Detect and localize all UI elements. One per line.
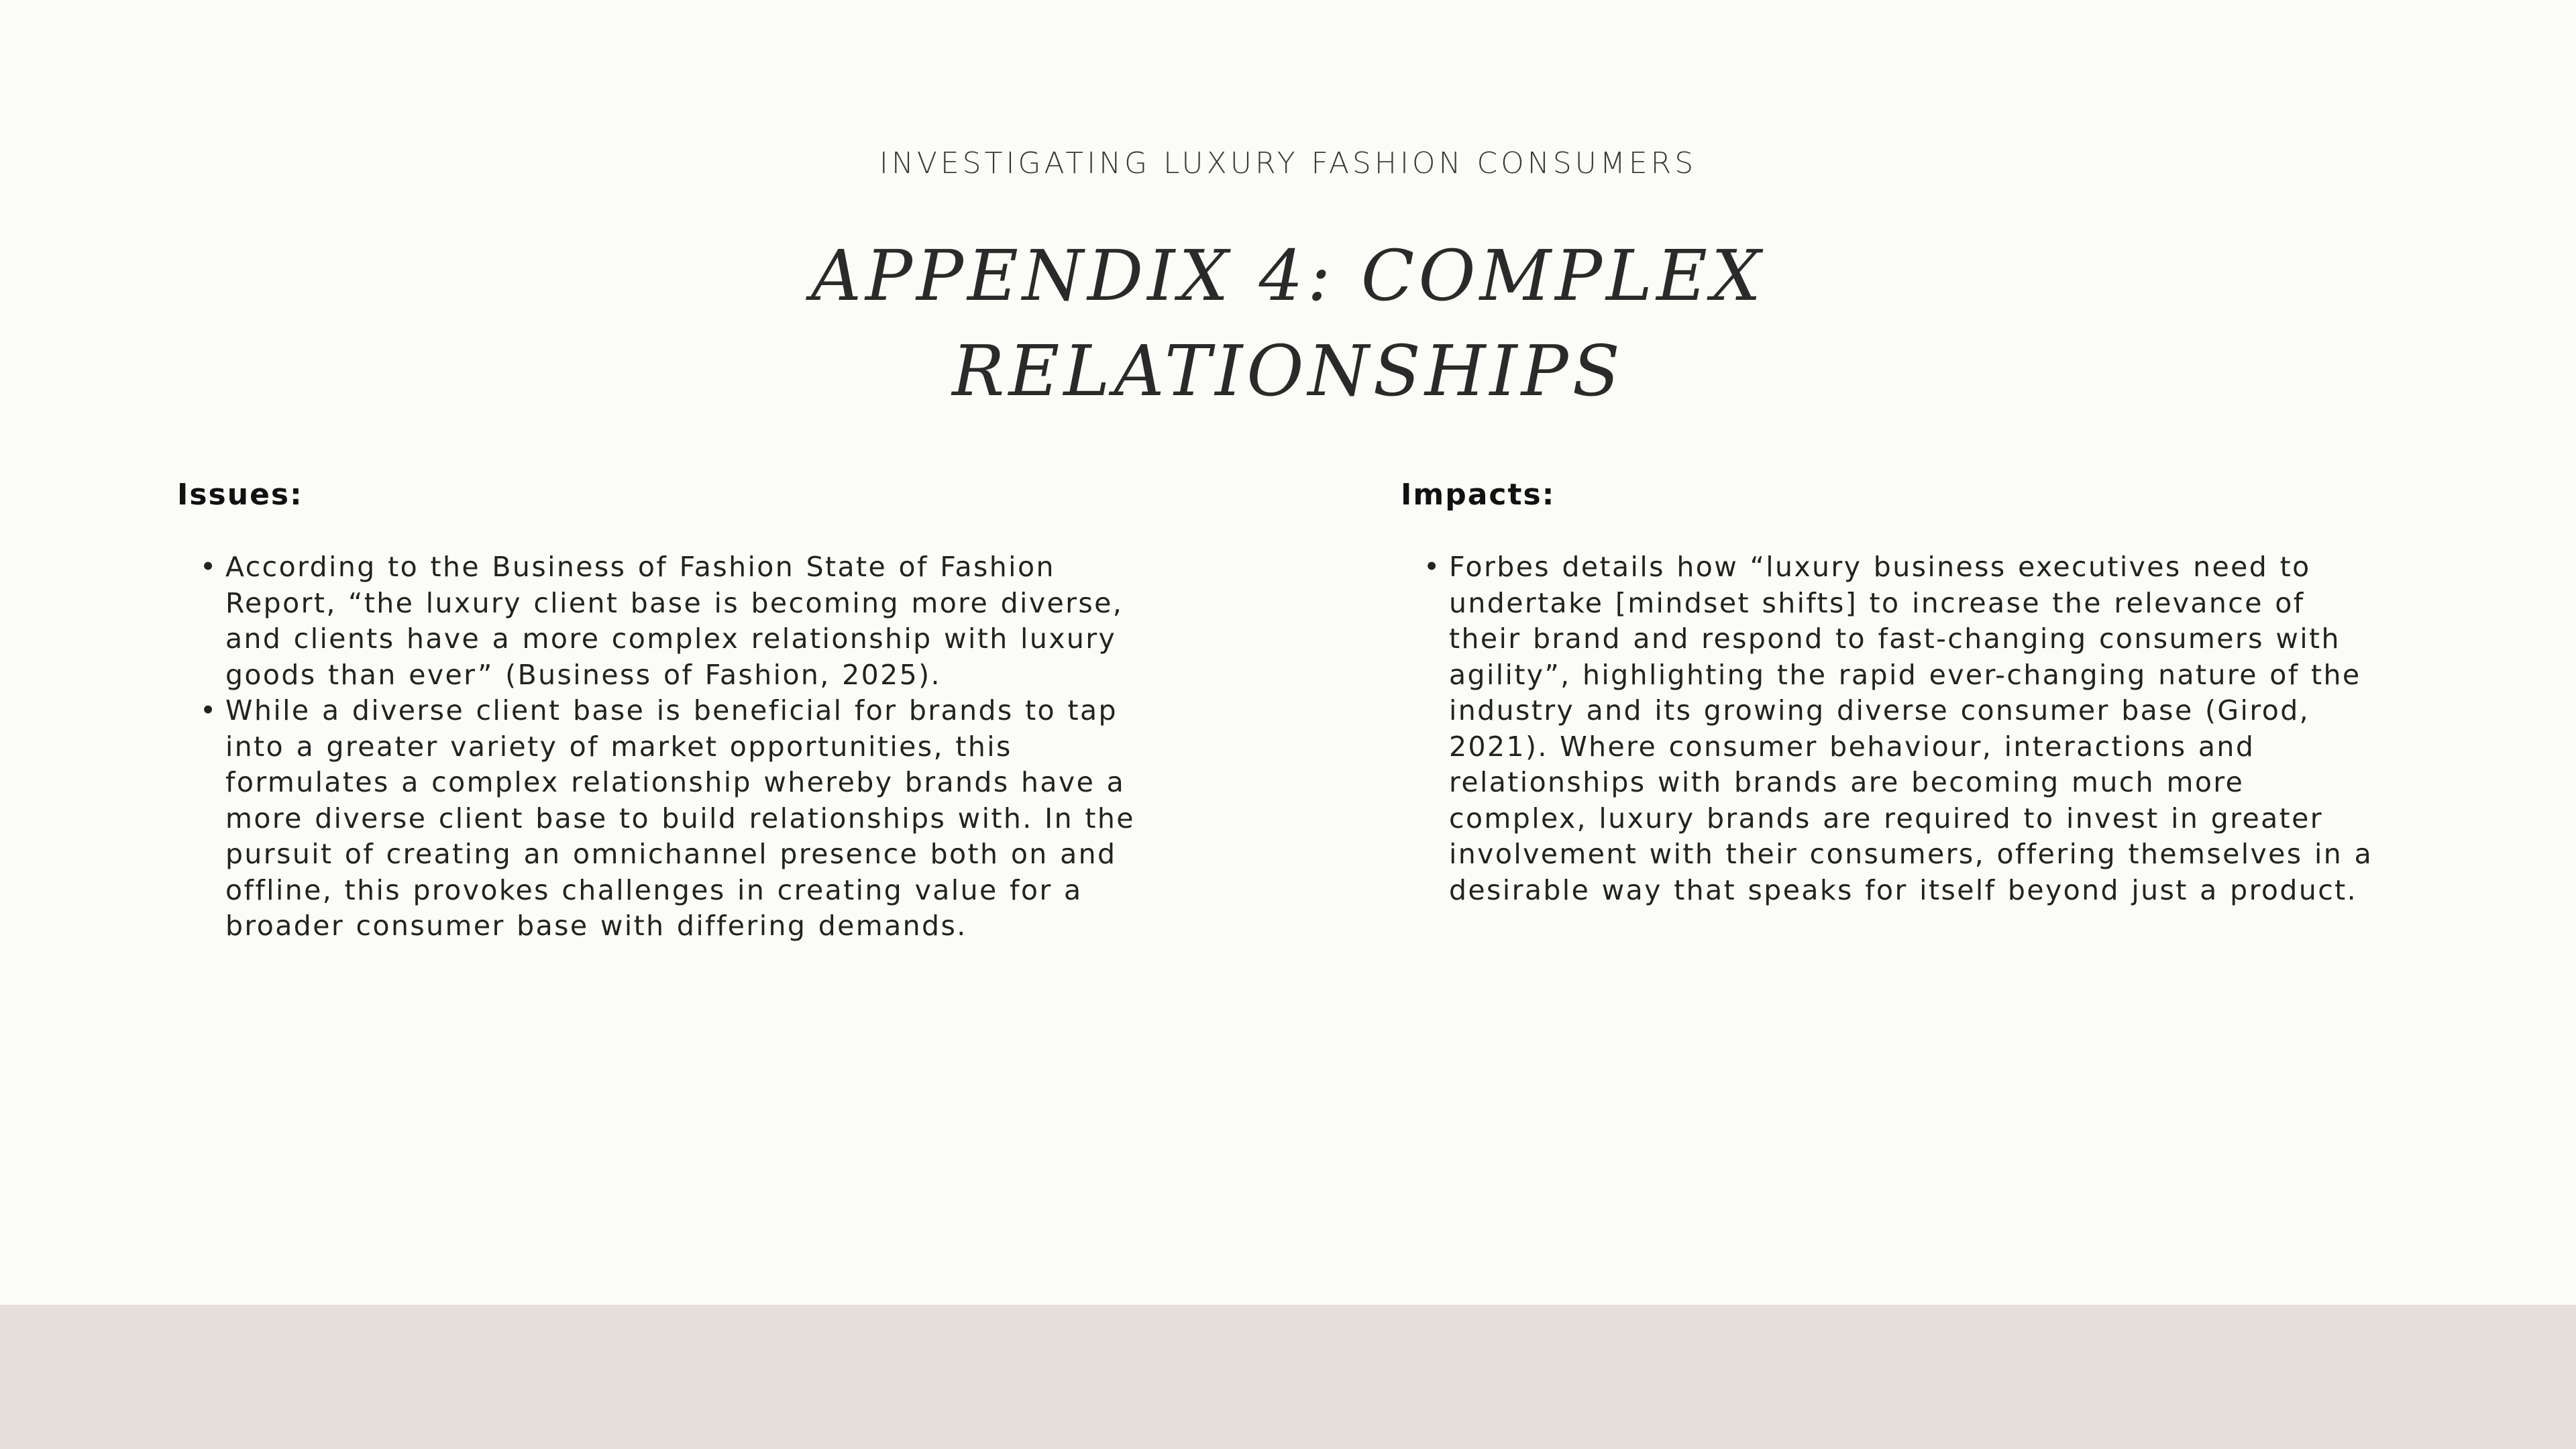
slide-title-line-1: APPENDIX 4: COMPLEX: [810, 235, 1766, 317]
impacts-heading: Impacts:: [1401, 478, 1556, 512]
issues-item: • According to the Business of Fashion State of Fashion Report, “the luxury client base is becoming more diverse, and clients have a more complex relationship with luxury goods than ever” (Business of Fashion, 2025).: [225, 549, 1157, 693]
slide-title: [0, 228, 2576, 419]
slide-title-line-2: RELATIONSHIPS: [952, 330, 1624, 412]
impacts-column: [1401, 478, 2380, 908]
slide-kicker: INVESTIGATING LUXURY FASHION CONSUMERS: [879, 146, 1697, 180]
impacts-item: • Forbes details how “luxury business executives need to undertake [mindset shifts] to increase the relevance of their brand and respond to fast-changing consumers with agility”, highlighting the rapid ever-changing nature of the industry and its growing diverse consumer base (Girod, 2021). Where consumer behaviour, interactions and relationships with brands are becoming much more complex, luxury brands are required to invest in greater involvement with their consumers, offering themselves in a desirable way that speaks for itself beyond just a product.: [1449, 549, 2380, 908]
impacts-list: [1401, 549, 2380, 908]
issues-list: [177, 549, 1157, 945]
issues-column: [177, 478, 1157, 945]
footer-band: [0, 1305, 2576, 1449]
issues-item: • While a diverse client base is beneficial for brands to tap into a greater variety of market opportunities, this formulates a complex relationship whereby brands have a more diverse client base to build relationships with. In the pursuit of creating an omnichannel presence both on and offline, this provokes challenges in creating value for a broader consumer base with differing demands.: [225, 693, 1157, 945]
issues-heading: Issues:: [177, 478, 303, 512]
